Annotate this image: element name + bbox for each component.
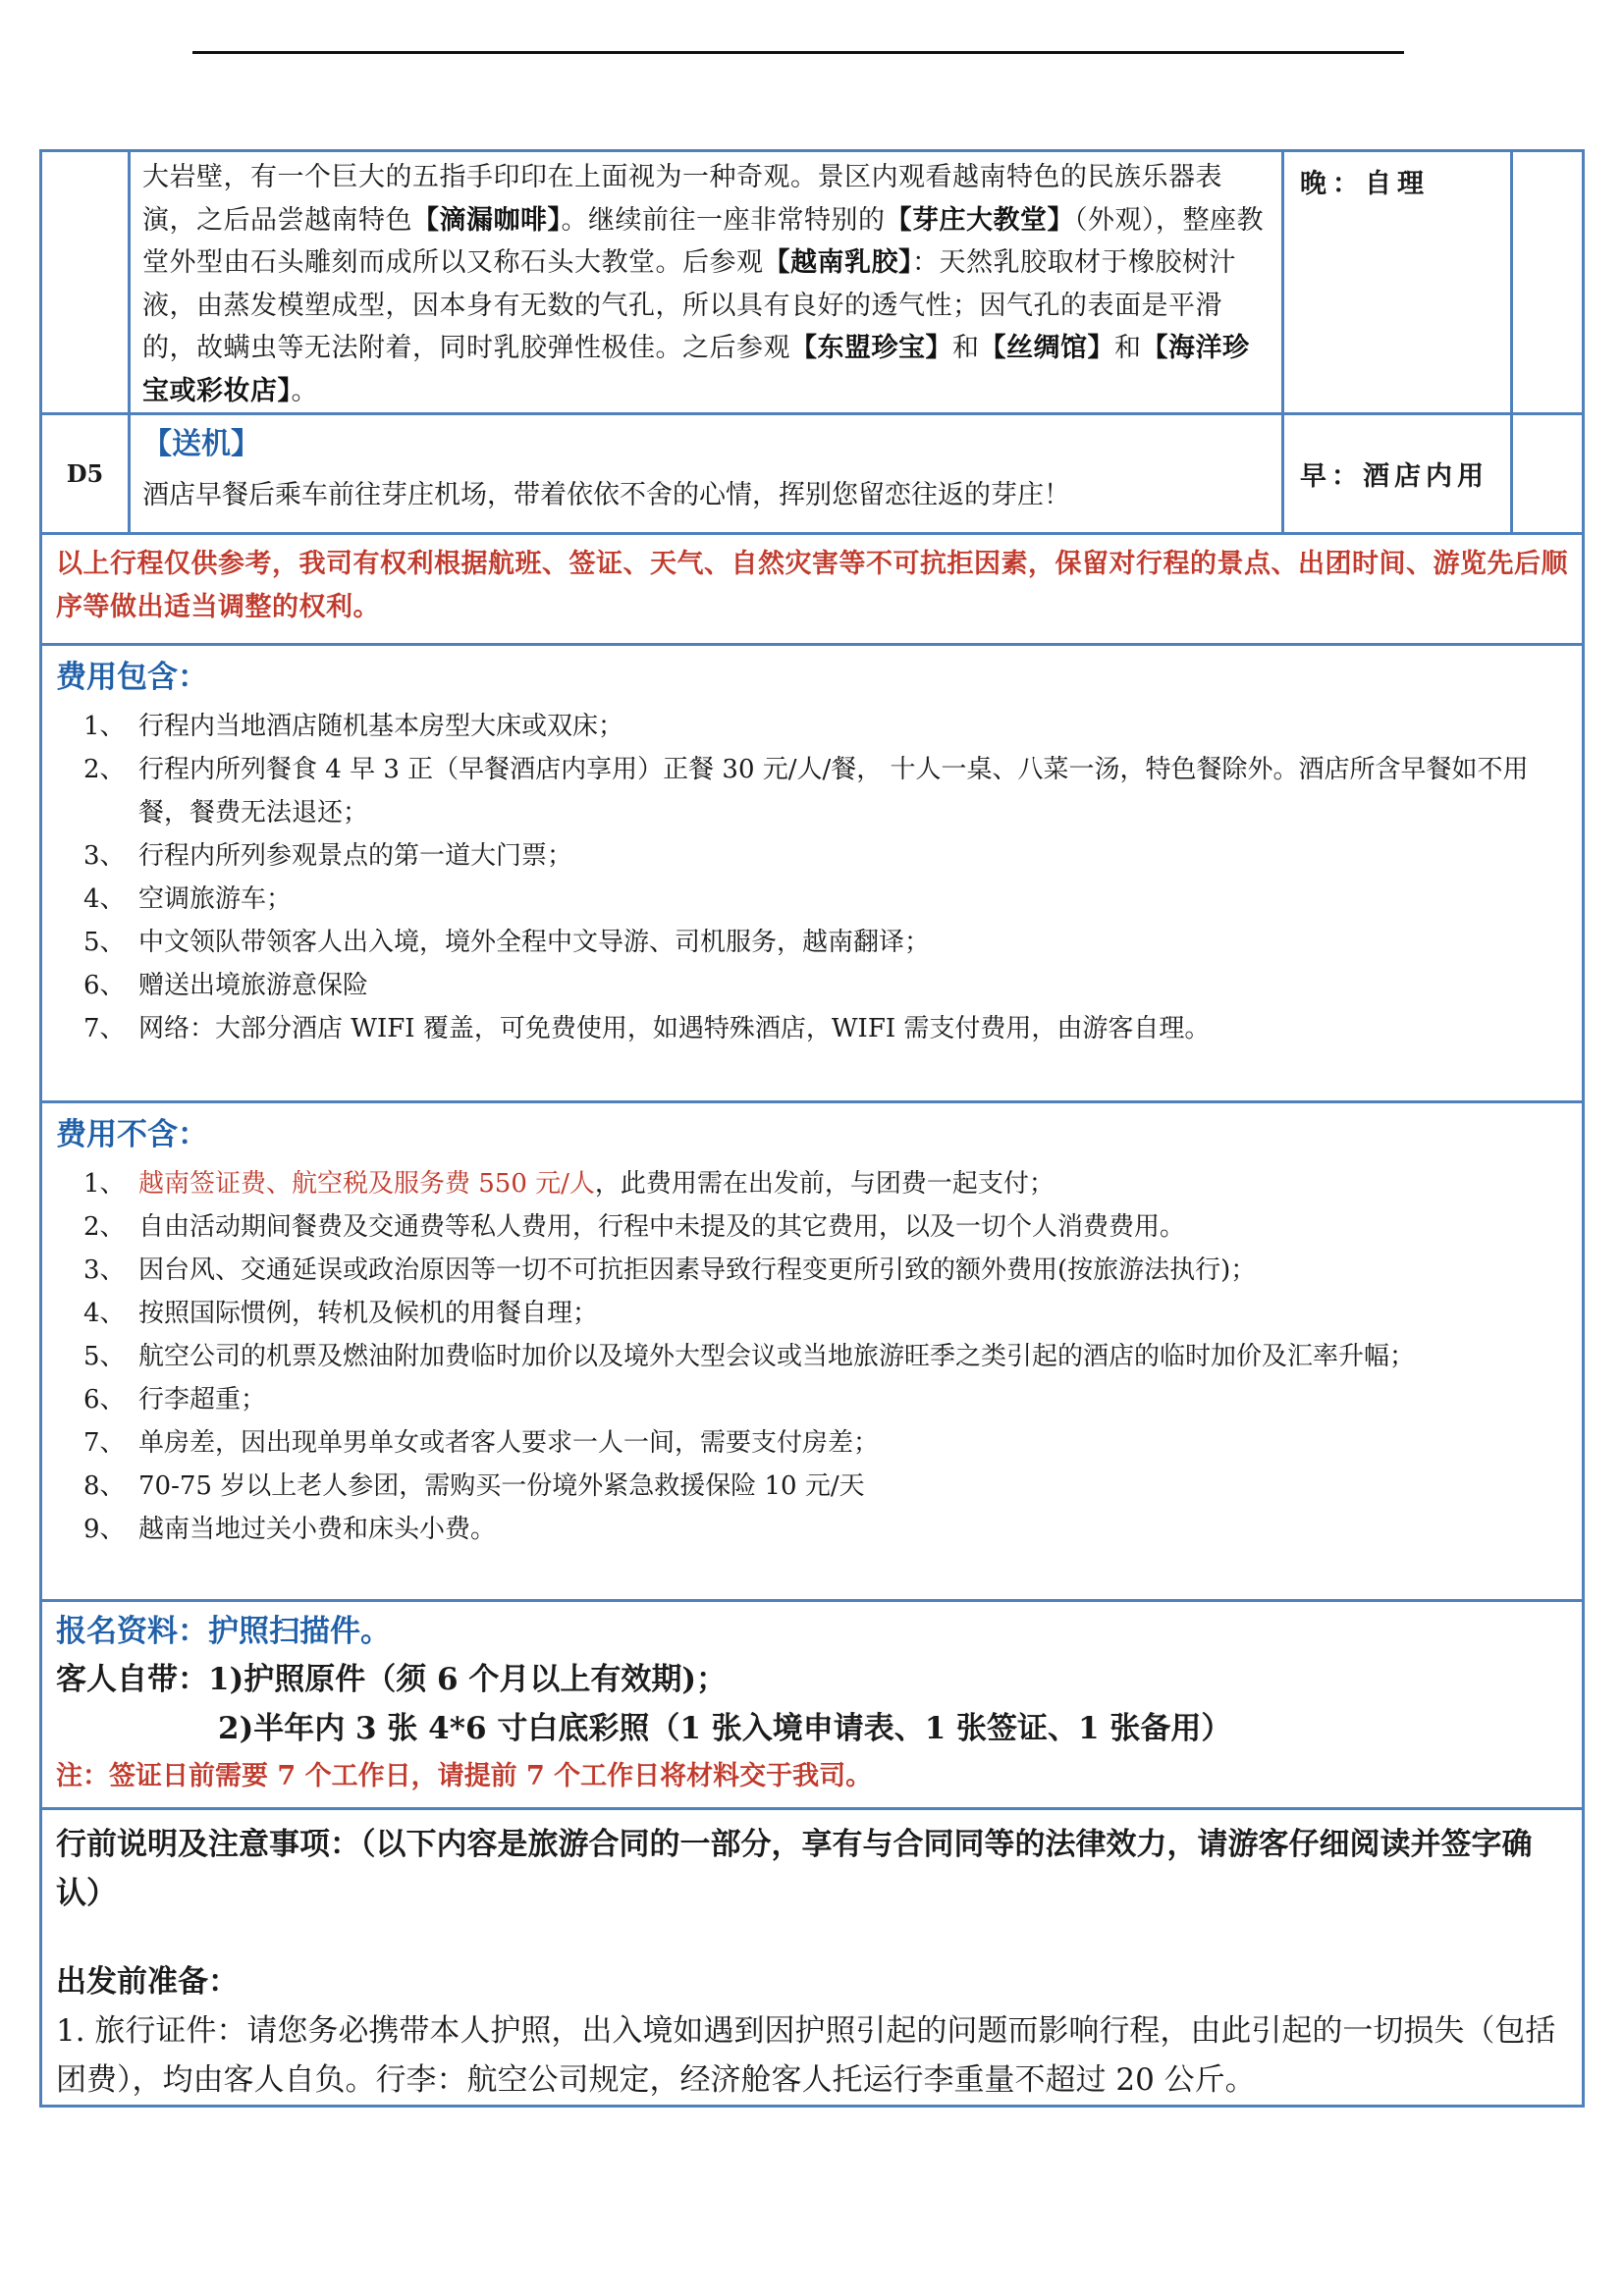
header-rule [192,51,1404,54]
visa-note: 注：签证日前需要 7 个工作日，请提前 7 个工作日将材料交于我司。 [56,1761,873,1791]
list-item: 5、 航空公司的机票及燃油附加费临时加价以及境外大型会议或当地旅游旺季之类引起的酒店的临时加价及汇率升幅； [83,1342,1416,1371]
itinerary-document [39,149,1585,2108]
highlight-attraction: 【丝绸馆】 [979,333,1114,363]
visa-fee-highlight: 越南签证费、航空税及服务费 550 元/人 [138,1169,595,1199]
list-item: 6、 行李超重； [83,1385,267,1415]
fee-excluded-title: 费用不含： [56,1117,208,1152]
pre-trip-heading: 行前说明及注意事项：（以下内容是旅游合同的一部分，享有与合同同等的法律效力，请游客仔细阅读并签字确认） [56,1827,1533,1911]
list-item: 7、 单房差，因出现单男单女或者客人要求一人一间，需要支付房差； [83,1428,880,1458]
fee-excluded-section [42,1103,1582,1602]
meal-cell: 早：酒店内用 [1284,415,1513,532]
itinerary-notice: 以上行程仅供参考，我司有权利根据航班、签证、天气、自然灾害等不可抗拒因素，保留对行程的景点、出团时间、游览先后顺序等做出适当调整的权利。 [42,535,1582,646]
list-item: 3、 行程内所列参观景点的第一道大门票； [83,841,573,871]
highlight-attraction: 【越南乳胶】 [763,247,912,278]
highlight-attraction: 【滴漏咖啡】 [412,204,562,236]
day-cell [42,152,131,412]
list-item: 4、 空调旅游车； [83,884,293,914]
itinerary-row-d5 [42,415,1582,535]
registration-materials: 报名资料：护照扫描件。 [56,1614,391,1649]
day-description [131,415,1284,532]
list-item: 4、 按照国际惯例，转机及候机的用餐自理； [83,1299,599,1328]
list-item: 2、 行程内所列餐食 4 早 3 正（早餐酒店内享用）正餐 30 元/人/餐， 十人一桌、八菜一汤，特色餐除外。酒店所含早餐如不用餐，餐费无法退还； [83,755,1529,828]
highlight-attraction: 【芽庄大教堂】 [885,204,1074,236]
bring-item-2: 2)半年内 3 张 4*6 寸白底彩照（1 张入境申请表、1 张签证、1 张备用） [218,1711,1232,1746]
highlight-attraction: 【东盟珍宝】 [790,333,952,363]
day-description: 大岩壁，有一个巨大的五指手印印在上面视为一种奇观。景区内观看越南特色的民族乐器表演，之后品尝越南特色【滴漏咖啡】。继续前往一座非常特别的【芽庄大教堂】（外观），整座教堂外型由石头雕刻而成所以又称石头大教堂。后参观【越南乳胶】：天然乳胶取材于橡胶树汁液，由蒸发模塑成型，因本身有无数的气孔，所以具有良好的透气性；因气孔的表面是平滑的，故螨虫等无法附着，同时乳胶弹性极佳。之后参观【东盟珍宝】和【丝绸馆】和【海洋珍宝或彩妆店】。 [131,152,1284,412]
pre-trip-section [42,1810,1582,2105]
list-item: 3、 因台风、交通延误或政治原因等一切不可抗拒因素导致行程变更所引致的额外费用(按旅游法执行)； [83,1255,1257,1285]
fee-included-title: 费用包含： [56,660,208,695]
list-item: 1、 越南签证费、航空税及服务费 550 元/人，此费用需在出发前，与团费一起支付； [83,1169,1055,1199]
fee-included-section [42,646,1582,1103]
list-item: 6、 赠送出境旅游意保险 [83,971,369,1000]
list-item: 1、 行程内当地酒店随机基本房型大床或双床； [83,712,624,741]
registration-section [42,1602,1582,1810]
day-label: D5 [42,415,131,532]
meal-cell: 晚：自理 [1284,152,1513,412]
prep-title: 出发前准备： [56,1964,239,2000]
prep-text: 1. 旅行证件：请您务必携带本人护照，出入境如遇到因护照引起的问题而影响行程，由此引起的一切损失（包括团费），均由客人自负。行李：航空公司规定，经济舱客人托运行李重量不超过 20 公斤。 [56,2013,1556,2098]
list-item: 5、 中文领队带领客人出入境，境外全程中文导游、司机服务，越南翻译； [83,928,931,957]
day-title: 【送机】 [142,427,260,461]
list-item: 9、 越南当地过关小费和床头小费。 [83,1515,497,1544]
itinerary-row-continued [42,152,1582,415]
list-item: 7、 网络：大部分酒店 WIFI 覆盖，可免费使用，如遇特殊酒店，WIFI 需支付费用，由游客自理。 [83,1014,1211,1043]
fee-excluded-list [56,1162,1568,1551]
bring-item-1: 客人自带：1)护照原件（须 6 个月以上有效期)； [56,1662,728,1697]
list-item: 2、 自由活动期间餐费及交通费等私人费用，行程中未提及的其它费用，以及一切个人消费费用。 [83,1212,1186,1242]
fee-included-list [56,705,1568,1050]
day-text: 酒店早餐后乘车前往芽庄机场，带着依依不舍的心情，挥别您留恋往返的芽庄！ [142,480,1070,510]
hotel-cell [1513,152,1582,412]
list-item: 8、 70-75 岁以上老人参团，需购买一份境外紧急救援保险 10 元/天 [83,1471,865,1501]
hotel-cell [1513,415,1582,532]
highlight-attraction: 【海洋珍宝或彩妆店】 [142,333,1250,406]
